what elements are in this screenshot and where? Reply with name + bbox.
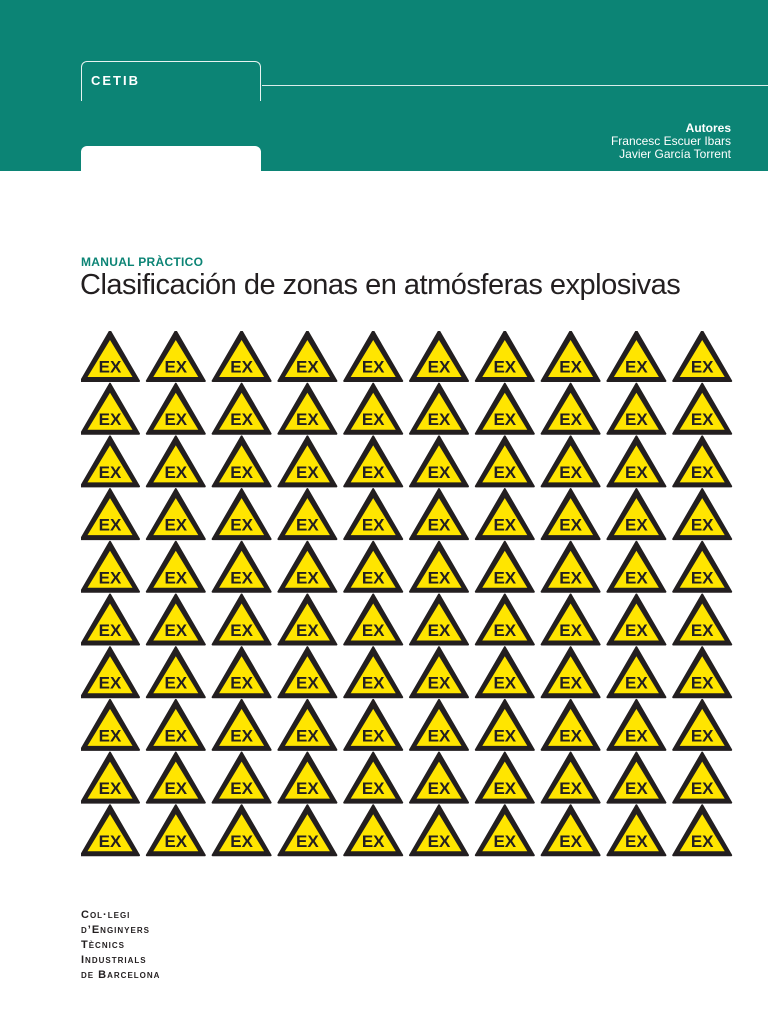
ex-warning-triangle-icon	[81, 542, 139, 592]
ex-warning-triangle-icon	[81, 384, 139, 434]
ex-warning-triangle-icon	[344, 489, 402, 539]
ex-sign-label: EX	[493, 568, 517, 588]
publisher-line: de Barcelona	[81, 969, 161, 981]
ex-warning-triangle-icon	[410, 384, 468, 434]
ex-sign-label: EX	[493, 779, 517, 799]
ex-sign-label: EX	[230, 621, 253, 640]
ex-sign-label: EX	[361, 831, 385, 851]
ex-sign-label: EX	[296, 410, 319, 430]
ex-warning-triangle-icon	[542, 436, 600, 486]
ex-warning-triangle-icon	[542, 647, 600, 697]
ex-sign-label: EX	[296, 515, 319, 535]
ex-sign-label: EX	[427, 410, 451, 430]
ex-warning-triangle-icon	[213, 805, 271, 855]
ex-warning-triangle-icon	[673, 331, 731, 381]
ex-warning-triangle-icon	[147, 542, 205, 592]
ex-warning-triangle-icon	[542, 489, 600, 539]
ex-warning-grid	[81, 331, 734, 859]
ex-sign-label: EX	[559, 673, 582, 693]
ex-sign-label: EX	[559, 410, 582, 430]
ex-warning-triangle-icon	[147, 331, 205, 381]
ex-warning-triangle-icon	[213, 384, 271, 434]
ex-warning-triangle-icon	[542, 700, 600, 750]
ex-warning-triangle-icon	[410, 700, 468, 750]
book-title: Clasificación de zonas en atmósferas explosivas	[80, 269, 681, 301]
ex-sign-label: EX	[361, 726, 385, 746]
ex-warning-triangle-icon	[278, 384, 336, 434]
ex-sign-label: EX	[164, 621, 188, 640]
header-divider	[262, 85, 768, 86]
ex-sign-label: EX	[690, 410, 714, 430]
ex-sign-label: EX	[427, 462, 451, 482]
ex-warning-triangle-icon	[673, 489, 731, 539]
ex-sign-label: EX	[690, 515, 714, 535]
ex-warning-triangle-icon	[81, 700, 139, 750]
ex-warning-triangle-icon	[542, 753, 600, 803]
ex-sign-label: EX	[230, 831, 253, 851]
ex-warning-triangle-icon	[673, 436, 731, 486]
ex-sign-label: EX	[493, 673, 517, 693]
ex-sign-label: EX	[493, 621, 517, 640]
ex-sign-label: EX	[296, 357, 319, 377]
ex-warning-triangle-icon	[673, 753, 731, 803]
ex-warning-triangle-icon	[147, 753, 205, 803]
ex-sign-label: EX	[361, 410, 385, 430]
ex-sign-label: EX	[230, 779, 253, 799]
ex-warning-triangle-icon	[344, 542, 402, 592]
ex-sign-label: EX	[559, 568, 582, 588]
ex-warning-triangle-icon	[673, 805, 731, 855]
ex-warning-triangle-icon	[147, 700, 205, 750]
ex-sign-label: EX	[296, 621, 319, 640]
ex-warning-triangle-icon	[344, 805, 402, 855]
ex-sign-label: EX	[493, 410, 517, 430]
ex-sign-label: EX	[427, 515, 451, 535]
brand-name: CETIB	[91, 73, 140, 88]
ex-sign-label: EX	[296, 462, 319, 482]
ex-warning-triangle-icon	[607, 700, 665, 750]
ex-sign-label: EX	[164, 515, 188, 535]
ex-warning-triangle-icon	[476, 647, 534, 697]
ex-warning-triangle-icon	[213, 595, 271, 645]
ex-sign-label: EX	[559, 831, 582, 851]
ex-warning-triangle-icon	[607, 753, 665, 803]
ex-sign-label: EX	[296, 779, 319, 799]
ex-warning-triangle-icon	[410, 595, 468, 645]
ex-sign-label: EX	[164, 568, 188, 588]
ex-sign-label: EX	[625, 779, 648, 799]
ex-sign-label: EX	[625, 673, 648, 693]
ex-warning-triangle-icon	[476, 331, 534, 381]
publisher-name	[81, 908, 160, 983]
ex-sign-label: EX	[98, 621, 122, 640]
ex-warning-triangle-icon	[278, 489, 336, 539]
ex-sign-label: EX	[493, 515, 517, 535]
ex-sign-label: EX	[164, 357, 188, 377]
ex-warning-triangle-icon	[213, 647, 271, 697]
ex-warning-triangle-icon	[476, 542, 534, 592]
ex-sign-label: EX	[493, 726, 517, 746]
ex-warning-triangle-icon	[607, 805, 665, 855]
ex-sign-label: EX	[230, 515, 253, 535]
ex-warning-triangle-icon	[607, 542, 665, 592]
ex-warning-triangle-icon	[81, 331, 139, 381]
publisher-line: Tècnics	[81, 939, 125, 951]
ex-sign-label: EX	[427, 779, 451, 799]
ex-sign-label: EX	[361, 621, 385, 640]
ex-sign-label: EX	[296, 726, 319, 746]
ex-warning-triangle-icon	[213, 753, 271, 803]
ex-warning-triangle-icon	[410, 331, 468, 381]
ex-sign-label: EX	[361, 515, 385, 535]
ex-sign-label: EX	[230, 568, 253, 588]
ex-sign-label: EX	[361, 568, 385, 588]
ex-sign-label: EX	[230, 462, 253, 482]
ex-warning-triangle-icon	[344, 700, 402, 750]
ex-sign-label: EX	[493, 357, 517, 377]
ex-warning-triangle-icon	[278, 331, 336, 381]
author-name: Javier García Torrent	[619, 147, 731, 161]
ex-warning-triangle-icon	[147, 489, 205, 539]
ex-sign-label: EX	[690, 726, 714, 746]
ex-sign-label: EX	[427, 357, 451, 377]
ex-sign-label: EX	[625, 515, 648, 535]
ex-sign-label: EX	[625, 357, 648, 377]
ex-warning-triangle-icon	[213, 489, 271, 539]
ex-warning-triangle-icon	[147, 595, 205, 645]
ex-warning-triangle-icon	[278, 542, 336, 592]
ex-sign-label: EX	[98, 673, 122, 693]
ex-warning-triangle-icon	[81, 595, 139, 645]
ex-warning-triangle-icon	[673, 647, 731, 697]
ex-warning-triangle-icon	[476, 700, 534, 750]
ex-warning-triangle-icon	[147, 384, 205, 434]
ex-warning-triangle-icon	[344, 436, 402, 486]
ex-warning-triangle-icon	[410, 436, 468, 486]
ex-warning-triangle-icon	[673, 384, 731, 434]
header-tab-cutout	[81, 146, 261, 172]
ex-warning-triangle-icon	[278, 805, 336, 855]
ex-sign-label: EX	[98, 779, 122, 799]
ex-sign-label: EX	[427, 621, 451, 640]
authors-label: Autores	[685, 121, 731, 135]
ex-sign-label: EX	[427, 568, 451, 588]
ex-sign-label: EX	[164, 726, 188, 746]
ex-warning-triangle-icon	[344, 647, 402, 697]
ex-sign-label: EX	[296, 568, 319, 588]
ex-warning-triangle-icon	[147, 647, 205, 697]
ex-sign-label: EX	[559, 779, 582, 799]
publisher-line: Industrials	[81, 954, 147, 966]
ex-warning-triangle-icon	[81, 753, 139, 803]
ex-sign-label: EX	[559, 462, 582, 482]
ex-sign-label: EX	[230, 726, 253, 746]
ex-warning-triangle-icon	[607, 331, 665, 381]
ex-warning-triangle-icon	[344, 753, 402, 803]
ex-sign-label: EX	[296, 831, 319, 851]
ex-sign-label: EX	[361, 673, 385, 693]
ex-sign-label: EX	[559, 515, 582, 535]
publisher-line: Col·legi	[81, 909, 131, 921]
ex-sign-label: EX	[98, 357, 122, 377]
ex-sign-label: EX	[427, 726, 451, 746]
ex-sign-label: EX	[98, 410, 122, 430]
ex-warning-triangle-icon	[278, 595, 336, 645]
ex-warning-triangle-icon	[607, 647, 665, 697]
ex-sign-label: EX	[230, 357, 253, 377]
ex-warning-triangle-icon	[476, 384, 534, 434]
ex-warning-triangle-icon	[673, 542, 731, 592]
ex-sign-label: EX	[164, 410, 188, 430]
ex-warning-triangle-icon	[278, 700, 336, 750]
ex-warning-triangle-icon	[213, 700, 271, 750]
ex-warning-triangle-icon	[542, 331, 600, 381]
ex-warning-triangle-icon	[344, 595, 402, 645]
ex-sign-label: EX	[559, 726, 582, 746]
ex-sign-label: EX	[98, 462, 122, 482]
ex-sign-label: EX	[690, 779, 714, 799]
ex-sign-label: EX	[493, 462, 517, 482]
ex-warning-triangle-icon	[542, 805, 600, 855]
ex-sign-label: EX	[427, 673, 451, 693]
ex-sign-label: EX	[164, 779, 188, 799]
ex-sign-label: EX	[230, 410, 253, 430]
ex-warning-triangle-icon	[344, 384, 402, 434]
ex-sign-label: EX	[690, 673, 714, 693]
ex-warning-triangle-icon	[147, 805, 205, 855]
ex-warning-triangle-icon	[278, 753, 336, 803]
ex-warning-triangle-icon	[213, 331, 271, 381]
ex-warning-triangle-icon	[673, 595, 731, 645]
ex-warning-triangle-icon	[607, 595, 665, 645]
ex-warning-triangle-icon	[213, 436, 271, 486]
ex-warning-triangle-icon	[81, 647, 139, 697]
ex-sign-label: EX	[164, 831, 188, 851]
ex-warning-triangle-icon	[213, 542, 271, 592]
ex-sign-label: EX	[625, 410, 648, 430]
publisher-line: d’Enginyers	[81, 924, 150, 936]
ex-warning-triangle-icon	[476, 805, 534, 855]
ex-warning-triangle-icon	[607, 436, 665, 486]
series-label: MANUAL PRÀCTICO	[81, 255, 204, 269]
ex-warning-triangle-icon	[542, 384, 600, 434]
ex-warning-triangle-icon	[410, 753, 468, 803]
ex-sign-label: EX	[427, 831, 451, 851]
ex-sign-label: EX	[690, 831, 714, 851]
ex-sign-label: EX	[164, 673, 188, 693]
ex-warning-triangle-icon	[81, 436, 139, 486]
ex-warning-triangle-icon	[607, 489, 665, 539]
ex-sign-label: EX	[98, 726, 122, 746]
ex-sign-label: EX	[361, 462, 385, 482]
ex-sign-label: EX	[164, 462, 188, 482]
ex-warning-triangle-icon	[410, 647, 468, 697]
ex-sign-label: EX	[690, 462, 714, 482]
ex-sign-label: EX	[98, 568, 122, 588]
ex-warning-triangle-icon	[476, 595, 534, 645]
ex-warning-triangle-icon	[542, 542, 600, 592]
ex-warning-triangle-icon	[476, 436, 534, 486]
ex-warning-triangle-icon	[542, 595, 600, 645]
ex-sign-label: EX	[690, 357, 714, 377]
ex-sign-label: EX	[690, 568, 714, 588]
ex-warning-triangle-icon	[476, 489, 534, 539]
ex-warning-triangle-icon	[278, 436, 336, 486]
ex-sign-label: EX	[296, 673, 319, 693]
ex-sign-label: EX	[625, 568, 648, 588]
ex-sign-label: EX	[493, 831, 517, 851]
ex-sign-label: EX	[361, 357, 385, 377]
author-name: Francesc Escuer Ibars	[610, 134, 731, 148]
ex-warning-triangle-icon	[410, 542, 468, 592]
ex-warning-triangle-icon	[344, 331, 402, 381]
ex-sign-label: EX	[98, 515, 122, 535]
ex-warning-triangle-icon	[278, 647, 336, 697]
ex-warning-triangle-icon	[410, 489, 468, 539]
ex-sign-label: EX	[361, 779, 385, 799]
ex-sign-label: EX	[625, 621, 648, 640]
authors-block	[611, 122, 731, 161]
ex-sign-label: EX	[625, 462, 648, 482]
ex-sign-label: EX	[230, 673, 253, 693]
ex-warning-triangle-icon	[607, 384, 665, 434]
ex-warning-triangle-icon	[81, 489, 139, 539]
ex-warning-triangle-icon	[673, 700, 731, 750]
ex-sign-label: EX	[625, 831, 648, 851]
ex-warning-triangle-icon	[147, 436, 205, 486]
ex-warning-triangle-icon	[410, 805, 468, 855]
ex-warning-triangle-icon	[476, 753, 534, 803]
ex-sign-label: EX	[690, 621, 714, 640]
ex-sign-label: EX	[559, 621, 582, 640]
ex-sign-label: EX	[625, 726, 648, 746]
ex-sign-label: EX	[98, 831, 122, 851]
ex-sign-label: EX	[559, 357, 582, 377]
ex-warning-triangle-icon	[81, 805, 139, 855]
